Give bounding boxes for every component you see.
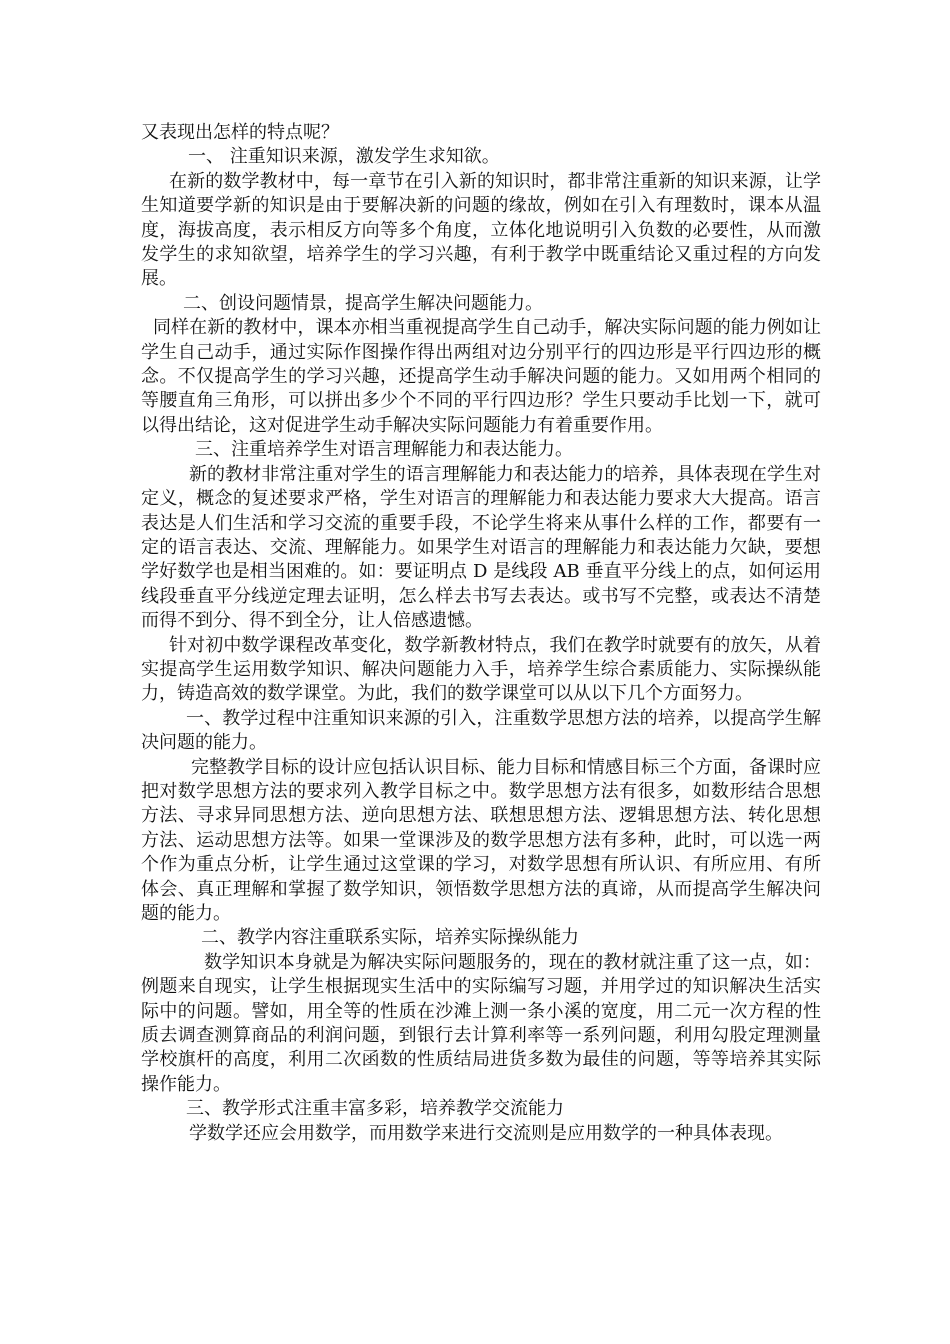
section-heading-3: 三、注重培养学生对语言理解能力和表达能力。	[195, 439, 573, 461]
paragraph-reform-summary: 针对初中数学课程改革变化，数学新教材特点，我们在教学时就要有的放矢，从着实提高学生运用数学知识、解决问题能力入手，培养学生综合素质能力、实际操纵能力，铸造高效的数学课堂。为此，我们的数学课堂可以从以下几个方面努力。	[141, 634, 821, 705]
paragraph-problem-solving: 同样在新的教材中，课本亦相当重视提高学生自己动手，解决实际问题的能力例如让学生自己动手，通过实际作图操作得出两组对边分别平行的四边形是平行四边形的概念。不仅提高学生的学习兴趣，还提高学生动手解决问题的能力。又如用两个相同的等腰直角三角形，可以拼出多少个不同的平行四边形？学生只要动手比划一下，就可以得出结论，这对促进学生动手解决实际问题能力有着重要作用。	[141, 317, 821, 436]
paragraph-question: 又表现出怎样的特点呢？	[141, 122, 339, 143]
paragraph-communication: 学数学还应会用数学，而用数学来进行交流则是应用数学的一种具体表现。	[189, 1122, 783, 1144]
paragraph-teaching-goals: 完整教学目标的设计应包括认识目标、能力目标和情感目标三个方面，备课时应把对数学思想方法的要求列入教学目标之中。数学思想方法有很多，如数形结合思想方法、寻求异同思想方法、逆向思想方法、联想思想方法、逻辑思想方法、转化思想方法、运动思想方法等。如果一堂课涉及的数学思想方法有多种，此时，可以选一两个作为重点分析，让学生通过这堂课的学习，对数学思想有所认识、有所应用、有所体会、真正理解和掌握了数学知识，领悟数学思想方法的真谛，从而提高学生解决问题的能力。	[141, 756, 821, 924]
document-body	[141, 121, 821, 1146]
section-heading-4: 一、教学过程中注重知识来源的引入，注重数学思想方法的培养，以提高学生解决问题的能力。	[141, 707, 821, 754]
paragraph-real-world: 数学知识本身就是为解决实际问题服务的，现在的教材就注重了这一点，如：例题来自现实，让学生根据现实生活中的实际编写习题，并用学过的知识解决生活实际中的问题。譬如，用全等的性质在沙滩上测一条小溪的宽度，用二元一次方程的性质去调查测算商品的利润问题，到银行去计算利率等一系列问题，利用勾股定理测量学校旗杆的高度，利用二次函数的性质结局进货多数为最佳的问题，等等培养其实际操作能力。	[141, 951, 821, 1095]
section-heading-2: 二、创设问题情景，提高学生解决问题能力。	[183, 292, 543, 314]
paragraph-knowledge-source: 在新的数学教材中，每一章节在引入新的知识时，都非常注重新的知识来源，让学生知道要学新的知识是由于要解决新的问题的缘故，例如在引入有理数时，课本从温度，海拔高度，表示相反方向等多个角度，立体化地说明引入负数的必要性，从而激发学生的求知欲望，培养学生的学习兴趣，有利于教学中既重结论又重过程的方向发展。	[141, 170, 821, 290]
section-heading-6: 三、教学形式注重丰富多彩，培养教学交流能力	[186, 1098, 564, 1120]
section-heading-5: 二、教学内容注重联系实际，培养实际操纵能力	[201, 927, 579, 949]
section-heading-1: 一、 注重知识来源，激发学生求知欲。	[188, 146, 500, 168]
paragraph-language-ability: 新的教材非常注重对学生的语言理解能力和表达能力的培养，具体表现在学生对定义，概念的复述要求严格，学生对语言的理解能力和表达能力要求大大提高。语言表达是人们生活和学习交流的重要手段，不论学生将来从事什么样的工作，都要有一定的语言表达、交流、理解能力。如果学生对语言的理解能力和表达能力欠缺，要想学好数学也是相当困难的。如：要证明点 D 是线段 AB 垂直平分线上的点，如何运用线段垂直平分线逆定理去证明，怎么样去书写去表达。或书写不完整，或表达不清楚而得不到分、得不到全分，让人倍感遗憾。	[141, 463, 821, 632]
